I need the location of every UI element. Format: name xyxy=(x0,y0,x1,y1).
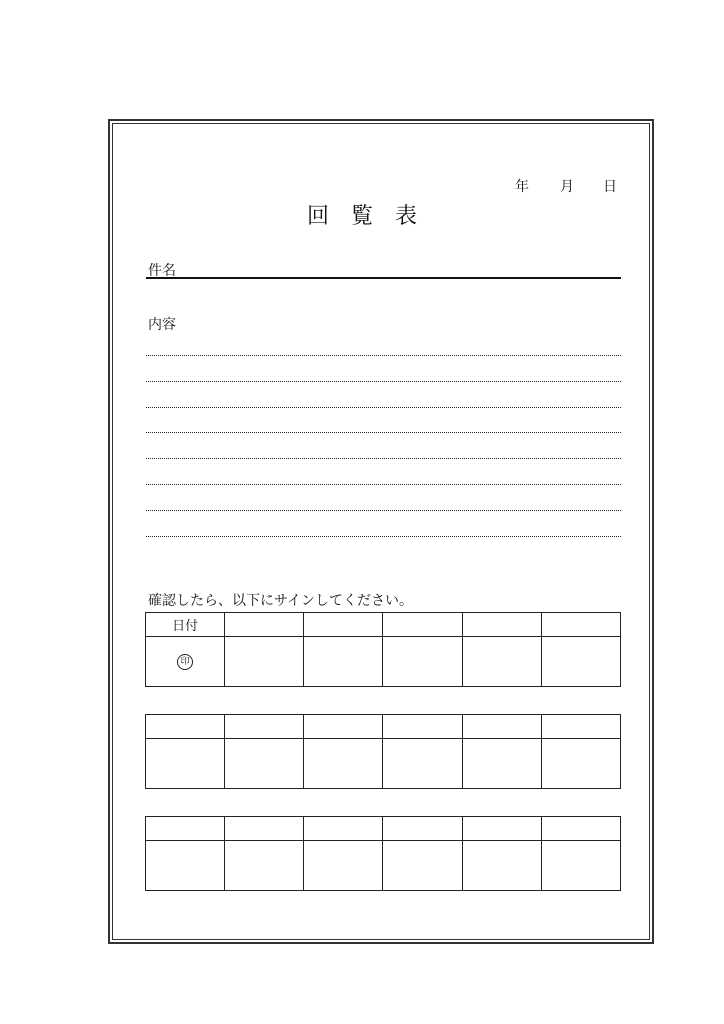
date-cell[interactable] xyxy=(383,613,462,637)
content-line[interactable] xyxy=(146,484,621,485)
signature-cell[interactable] xyxy=(541,739,620,789)
date-cell xyxy=(146,613,225,637)
date-cell[interactable] xyxy=(541,715,620,739)
content-line[interactable] xyxy=(146,381,621,382)
content-line[interactable] xyxy=(146,458,621,459)
date-cell[interactable] xyxy=(225,715,304,739)
date-cell[interactable] xyxy=(225,613,304,637)
day-label: 日 xyxy=(603,179,617,195)
date-cell[interactable] xyxy=(541,613,620,637)
month-label: 月 xyxy=(560,179,574,195)
seal-cell xyxy=(146,637,225,687)
date-cell[interactable] xyxy=(146,817,225,841)
signature-cell[interactable] xyxy=(225,739,304,789)
content-line[interactable] xyxy=(146,407,621,408)
signature-cell[interactable] xyxy=(462,739,541,789)
signature-cell[interactable] xyxy=(225,637,304,687)
content-line[interactable] xyxy=(146,432,621,433)
date-cell[interactable] xyxy=(304,715,383,739)
date-cell[interactable] xyxy=(541,817,620,841)
signature-cell[interactable] xyxy=(146,841,225,891)
signature-cell[interactable] xyxy=(462,841,541,891)
signature-cell[interactable] xyxy=(304,739,383,789)
content-line[interactable] xyxy=(146,510,621,511)
year-label: 年 xyxy=(515,179,529,195)
subject-label: 件名 xyxy=(148,263,176,279)
date-cell[interactable] xyxy=(462,715,541,739)
sign-table-1 xyxy=(145,612,621,687)
signature-cell[interactable] xyxy=(383,841,462,891)
sign-table-2 xyxy=(145,714,621,789)
content-label: 内容 xyxy=(148,317,176,333)
sign-instruction: 確認したら、以下にサインしてください。 xyxy=(148,593,414,609)
date-cell[interactable] xyxy=(304,817,383,841)
date-cell[interactable] xyxy=(225,817,304,841)
content-line[interactable] xyxy=(146,355,621,356)
date-cell[interactable] xyxy=(462,613,541,637)
date-cell[interactable] xyxy=(383,715,462,739)
subject-field[interactable] xyxy=(146,277,621,279)
date-cell[interactable] xyxy=(146,715,225,739)
signature-cell[interactable] xyxy=(383,637,462,687)
signature-cell[interactable] xyxy=(541,841,620,891)
signature-cell[interactable] xyxy=(304,841,383,891)
signature-cell[interactable] xyxy=(541,637,620,687)
content-line[interactable] xyxy=(146,536,621,537)
date-cell[interactable] xyxy=(462,817,541,841)
date-cell[interactable] xyxy=(383,817,462,841)
page-title: 回 覧 表 xyxy=(306,204,417,229)
date-header-label: 日付 xyxy=(172,619,199,634)
signature-cell[interactable] xyxy=(225,841,304,891)
sign-table-3 xyxy=(145,816,621,891)
signature-cell[interactable] xyxy=(383,739,462,789)
signature-cell[interactable] xyxy=(462,637,541,687)
signature-cell[interactable] xyxy=(146,739,225,789)
seal-icon: 印 xyxy=(177,654,193,670)
date-cell[interactable] xyxy=(304,613,383,637)
date-row xyxy=(505,176,620,198)
signature-cell[interactable] xyxy=(304,637,383,687)
